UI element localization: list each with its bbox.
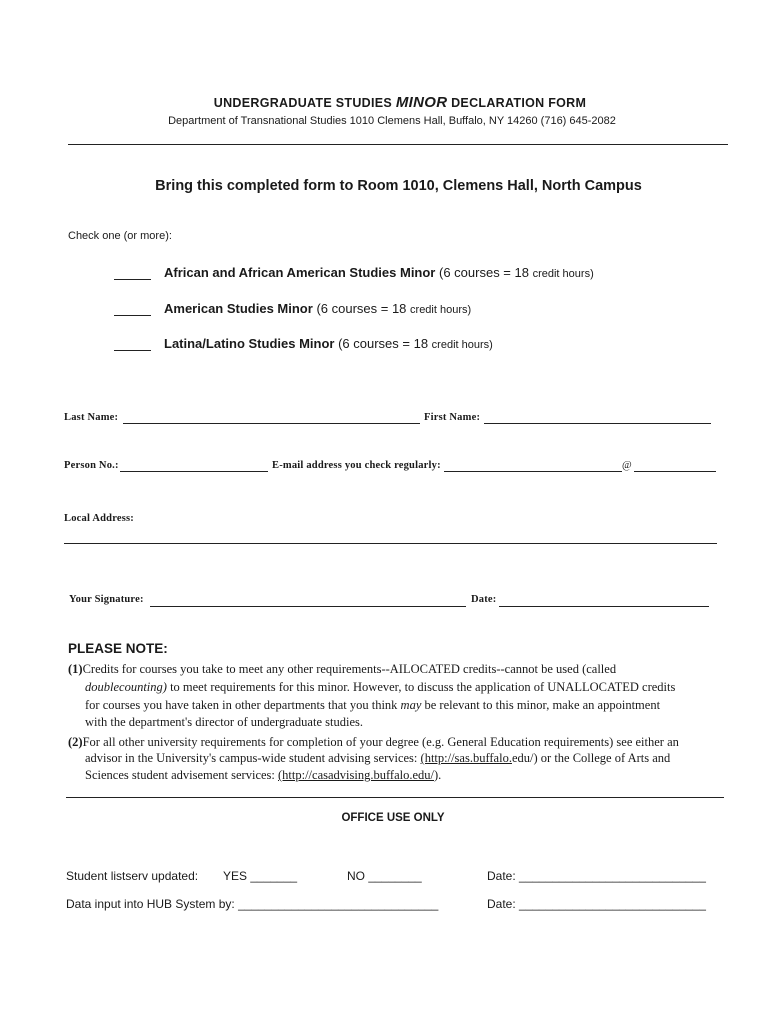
option-detail: (6 courses = 18 — [316, 301, 407, 316]
option-name: American Studies Minor — [164, 301, 313, 316]
department-address: Department of Transnational Studies 1010 Clemens Hall, Buffalo, NY 14260 (716) 645-2082 — [168, 115, 616, 127]
option-detail: (6 courses = 18 — [439, 265, 529, 280]
sas-link[interactable]: (http://sas.buffalo. — [420, 751, 512, 765]
date-field[interactable] — [499, 606, 709, 607]
option-detail-small: credit hours) — [431, 339, 493, 351]
note-text: ). — [434, 768, 442, 782]
note-text: Credits for courses you take to meet any other requirements--AILOCATED credits--cannot be used (called — [82, 662, 617, 676]
local-address-field[interactable] — [64, 543, 717, 544]
option-latino-studies-minor[interactable] — [114, 336, 493, 351]
listserv-yes-field[interactable]: YES _______ — [223, 869, 298, 883]
signature-field[interactable] — [150, 606, 466, 607]
signature-label: Your Signature: — [69, 594, 144, 605]
checkbox-blank[interactable] — [114, 265, 151, 280]
note-2-line-2 — [85, 750, 670, 767]
note-italic-text: doublecounting) — [85, 680, 167, 694]
note-2-number: (2) — [68, 735, 83, 749]
note-text: for courses you have taken in other departments that you think — [85, 698, 398, 712]
note-1-line-3 — [85, 697, 660, 714]
note-text: to meet requirements for this minor. However, to discuss the application of UNALLOCATED credits — [170, 680, 676, 694]
option-american-studies-minor[interactable] — [114, 301, 471, 316]
email-domain-field[interactable] — [634, 471, 716, 472]
note-text: Sciences student advisement services: — [85, 768, 275, 782]
note-italic-text: may — [400, 698, 422, 712]
note-text: be relevant to this minor, make an appointment — [424, 698, 661, 712]
office-use-heading: OFFICE USE ONLY — [341, 812, 445, 824]
hub-date-field[interactable]: Date: ____________________________ — [487, 897, 706, 911]
title-minor: MINOR — [395, 94, 448, 111]
checkbox-blank[interactable] — [114, 336, 151, 351]
person-no-field[interactable] — [120, 471, 268, 472]
checkbox-blank[interactable] — [114, 301, 151, 316]
note-2-line-3 — [85, 767, 441, 784]
local-address-label: Local Address: — [64, 513, 134, 524]
title-part1: UNDERGRADUATE STUDIES — [213, 96, 393, 110]
email-label: E-mail address you check regularly: — [272, 460, 441, 471]
listserv-label: Student listserv updated: — [66, 869, 199, 883]
casadvising-link[interactable]: (http://casadvising.buffalo.edu/ — [278, 768, 434, 782]
hub-input-field[interactable]: Data input into HUB System by: ______________________________ — [66, 897, 439, 911]
note-1-line-2 — [85, 679, 675, 696]
person-no-label: Person No.: — [64, 460, 119, 471]
first-name-label: First Name: — [424, 412, 481, 423]
title-part2: DECLARATION FORM — [451, 96, 587, 110]
note-1-line-1 — [68, 661, 616, 678]
last-name-field[interactable] — [123, 423, 420, 424]
listserv-no-field[interactable]: NO ________ — [347, 869, 422, 883]
email-user-field[interactable] — [444, 471, 622, 472]
option-detail-small: credit hours) — [410, 304, 472, 316]
form-title — [0, 94, 770, 111]
option-aaas-minor[interactable] — [114, 265, 594, 280]
note-text: edu/) or the College of Arts and — [511, 751, 671, 765]
please-note-heading: PLEASE NOTE: — [68, 641, 168, 656]
option-name: Latina/Latino Studies Minor — [164, 336, 335, 351]
option-detail: (6 courses = 18 — [338, 336, 429, 351]
email-at-sign: @ — [622, 460, 632, 471]
instruction-text: Bring this completed form to Room 1010, Clemens Hall, North Campus — [155, 178, 642, 194]
note-text: advisor in the University's campus-wide student advising services: — [85, 751, 418, 765]
date-label: Date: — [471, 594, 497, 605]
check-label: Check one (or more): — [68, 230, 172, 242]
header-divider — [68, 144, 728, 145]
last-name-label: Last Name: — [64, 412, 119, 423]
note-1-number: (1) — [68, 662, 83, 676]
note-text: For all other university requirements for completion of your degree (e.g. General Education requirements) see either an — [82, 735, 679, 749]
option-detail-small: credit hours) — [532, 268, 594, 280]
note-2-line-1 — [68, 734, 679, 751]
listserv-date-field[interactable]: Date: ____________________________ — [487, 869, 706, 883]
option-name: African and African American Studies Minor — [164, 265, 436, 280]
note-1-line-4: with the department's director of undergraduate studies. — [85, 715, 363, 729]
office-divider — [66, 797, 724, 798]
first-name-field[interactable] — [484, 423, 711, 424]
